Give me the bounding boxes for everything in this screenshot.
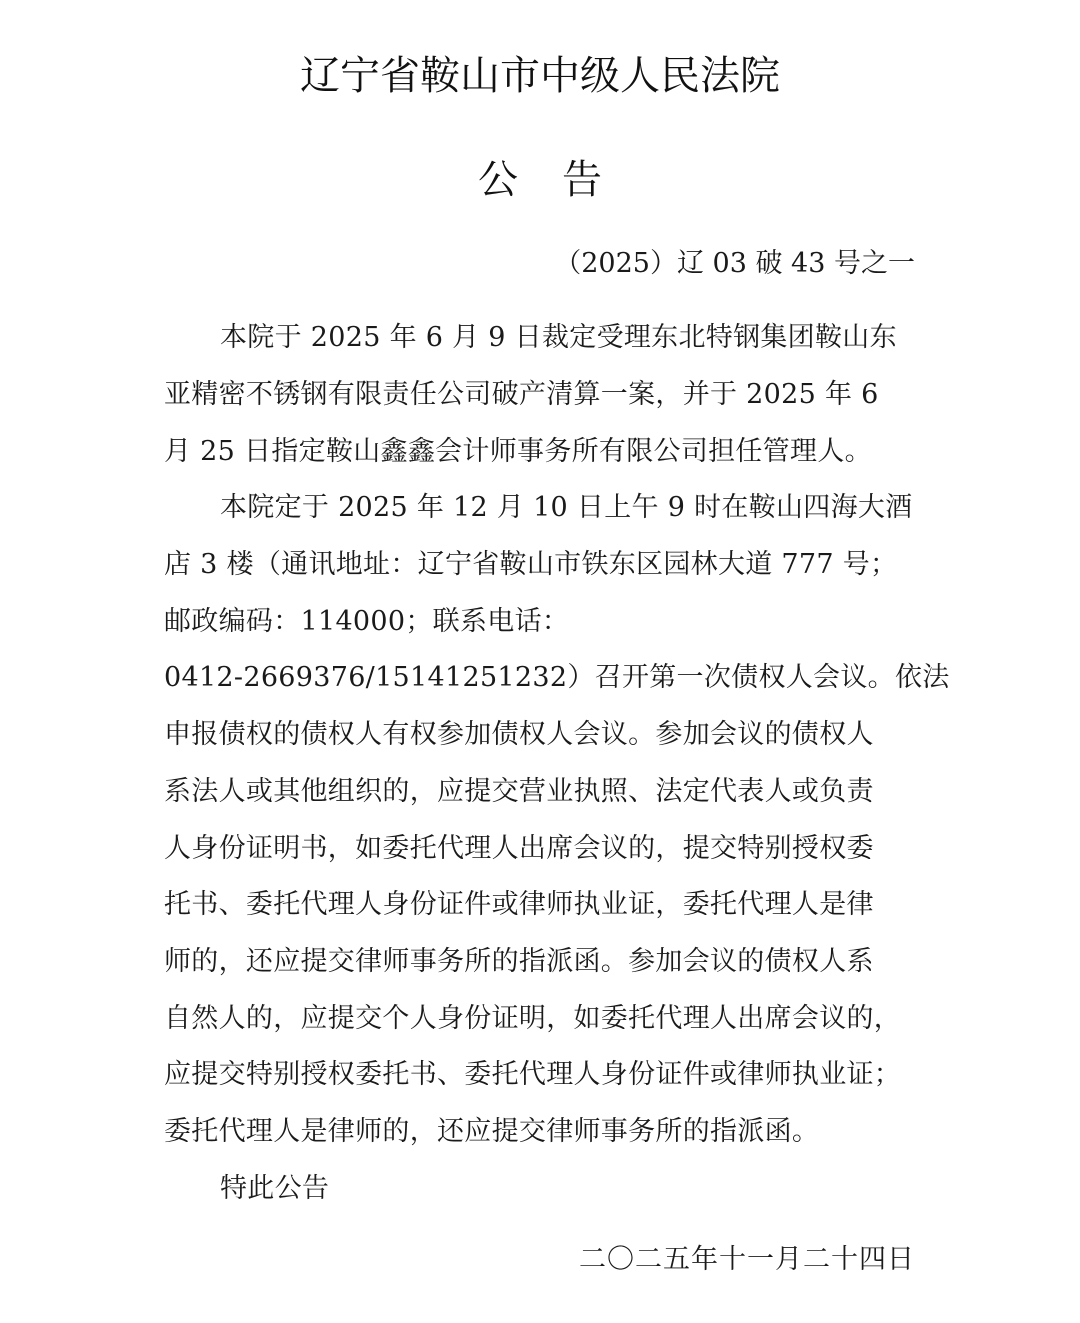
announcement-title-char-1: 公 — [478, 157, 518, 203]
announcement-title-char-2: 告 — [562, 157, 602, 203]
paragraph-line: 人身份证明书，如委托代理人出席会议的，提交特别授权委 — [164, 833, 874, 864]
court-name-heading: 辽宁省鞍山市中级人民法院 — [300, 53, 780, 99]
case-number: （2025）辽 03 破 43 号之一 — [554, 248, 915, 279]
paragraph-line: 系法人或其他组织的，应提交营业执照、法定代表人或负责 — [164, 776, 874, 807]
paragraph-line: 本院定于 2025 年 12 月 10 日上午 9 时在鞍山四海大酒 — [220, 492, 913, 523]
paragraph-line: 申报债权的债权人有权参加债权人会议。参加会议的债权人 — [164, 719, 874, 750]
paragraph-line: 应提交特别授权委托书、委托代理人身份证件或律师执业证； — [164, 1059, 902, 1090]
paragraph-line: 0412-2669376/15141251232）召开第一次债权人会议。依法 — [164, 662, 950, 693]
paragraph-line: 月 25 日指定鞍山鑫鑫会计师事务所有限公司担任管理人。 — [164, 436, 872, 467]
paragraph-line: 托书、委托代理人身份证件或律师执业证，委托代理人是律 — [164, 889, 874, 920]
paragraph-line: 本院于 2025 年 6 月 9 日裁定受理东北特钢集团鞍山东 — [220, 322, 897, 353]
paragraph-line: 委托代理人是律师的，还应提交律师事务所的指派函。 — [164, 1116, 820, 1147]
paragraph-line: 店 3 楼（通讯地址：辽宁省鞍山市铁东区园林大道 777 号； — [164, 549, 898, 580]
paragraph-line: 自然人的，应提交个人身份证明，如委托代理人出席会议的， — [164, 1003, 902, 1034]
paragraph-line: 亚精密不锈钢有限责任公司破产清算一案，并于 2025 年 6 — [164, 379, 879, 410]
paragraph-line: 邮政编码：114000；联系电话： — [164, 606, 570, 637]
announcement-title — [0, 152, 1080, 208]
paragraph-line: 师的，还应提交律师事务所的指派函。参加会议的债权人系 — [164, 946, 874, 977]
issue-date: 二〇二五年十一月二十四日 — [579, 1244, 915, 1275]
closing-statement: 特此公告 — [220, 1173, 330, 1204]
